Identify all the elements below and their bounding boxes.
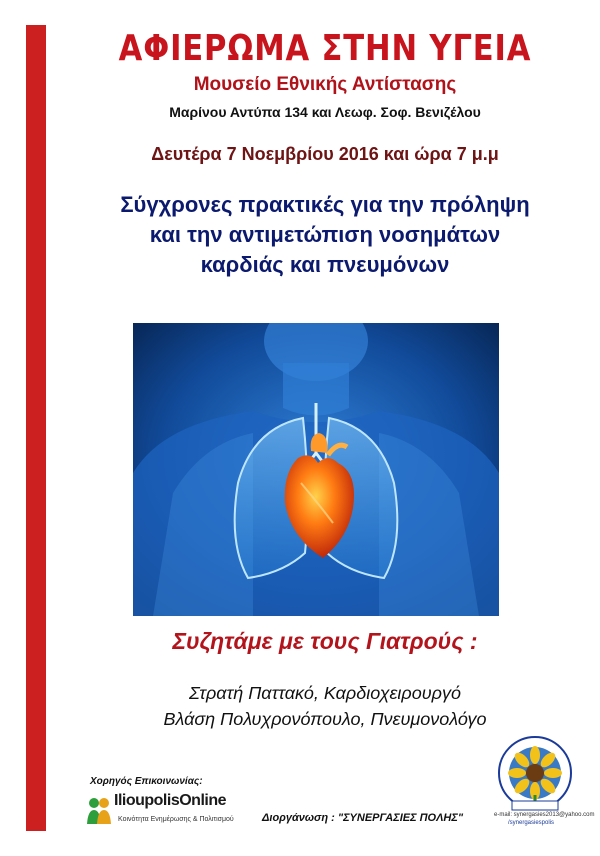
- venue-address: Μαρίνου Αντύπα 134 και Λεωφ. Σοφ. Βενιζέλου: [169, 104, 481, 120]
- ilioupolisonline-logo: [84, 790, 246, 830]
- organizer-credit: Διοργάνωση : "ΣΥΝΕΡΓΑΣΙΕΣ ΠΟΛΗΣ": [262, 812, 464, 824]
- people-icon: [84, 794, 114, 826]
- subject-line-3: καρδιάς και πνευμόνων: [200, 252, 450, 277]
- sponsor-tagline: Κοινότητα Ενημέρωσης & Πολιτισμού: [118, 816, 234, 823]
- sponsor-label: Χορηγός Επικοινωνίας:: [90, 776, 203, 787]
- speakers-list: [60, 680, 590, 732]
- event-subject: [60, 190, 590, 280]
- left-accent-bar: [26, 25, 46, 831]
- contact-email: e-mail: synergasies2013@yahoo.com: [494, 812, 595, 818]
- facebook-link[interactable]: /synergasiespolis: [508, 820, 555, 826]
- event-datetime: Δευτέρα 7 Νοεμβρίου 2016 και ώρα 7 μ.μ: [151, 144, 499, 164]
- heart-lungs-illustration: [133, 323, 499, 616]
- poster-title: ΑΦΙΕΡΩΜΑ ΣΤΗΝ ΥΓΕΙΑ: [118, 28, 532, 69]
- speaker-2: Βλάση Πολυχρονόπουλο, Πνευμονολόγο: [163, 709, 487, 729]
- subject-line-2: και την αντιμετώπιση νοσημάτων: [149, 222, 501, 247]
- venue-name: Μουσείο Εθνικής Αντίστασης: [193, 74, 457, 95]
- speaker-1: Στρατή Παττακό, Καρδιοχειρουργό: [189, 683, 461, 703]
- sponsor-name: IlioupolisOnline: [114, 792, 226, 809]
- subject-line-1: Σύγχρονες πρακτικές για την πρόληψη: [120, 192, 530, 217]
- speakers-heading: Συζητάμε με τους Γιατρούς :: [172, 628, 478, 654]
